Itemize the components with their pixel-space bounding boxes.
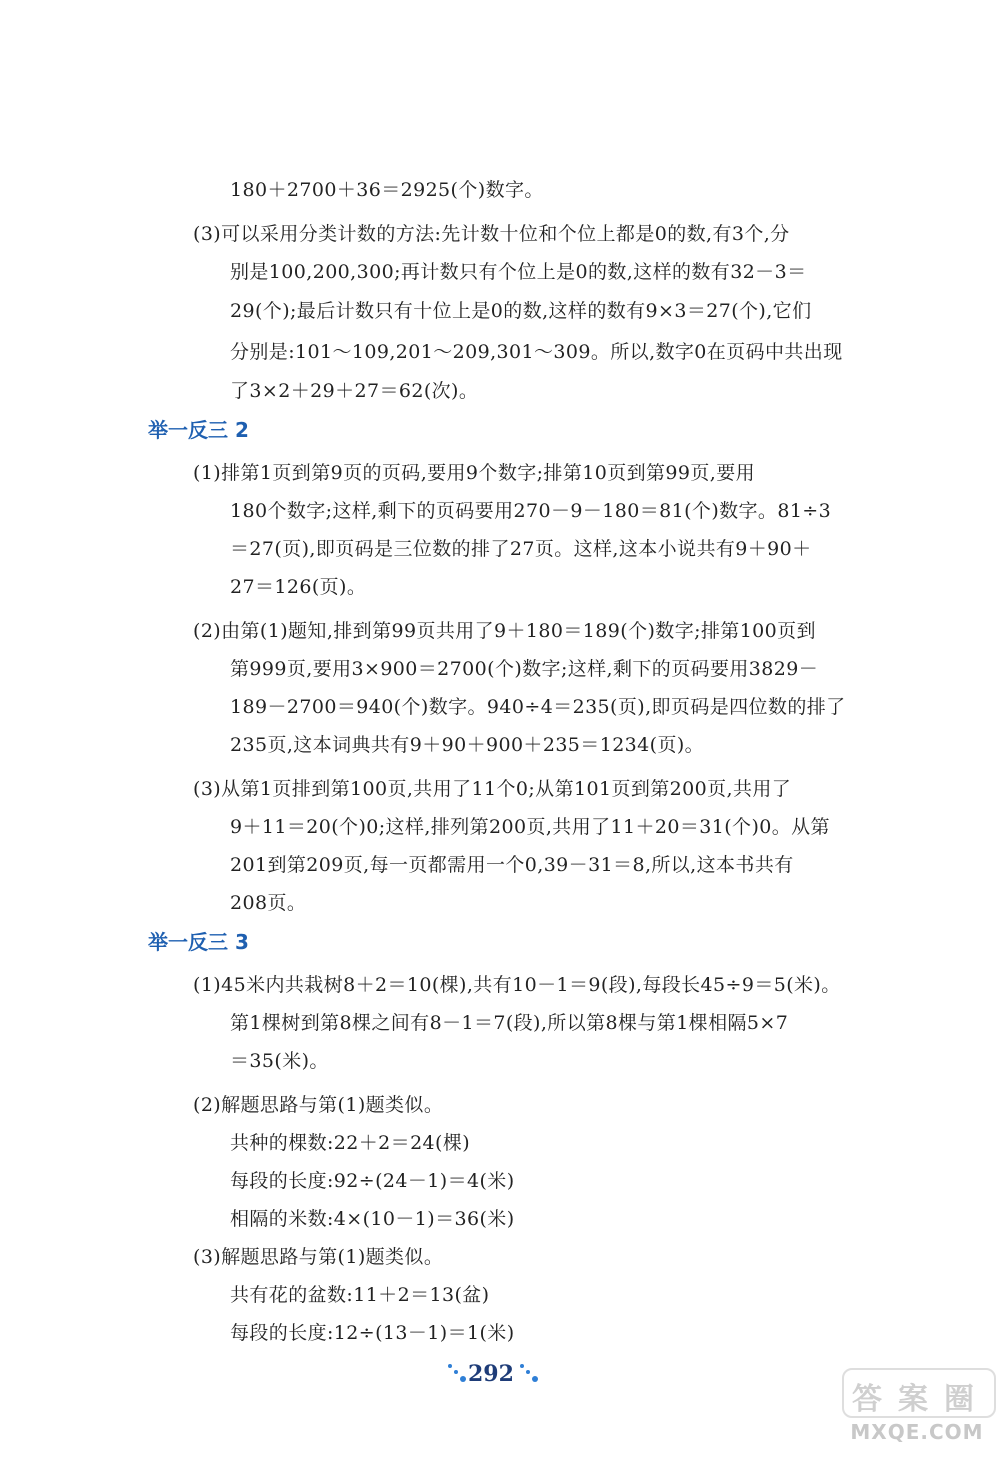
text-line: 别是100,200,300;再计数只有个位上是0的数,这样的数有32－3＝ [230, 261, 807, 283]
text-line: 9＋11＝20(个)0;这样,排列第200页,共用了11＋20＝31(个)0。从第 [230, 816, 830, 838]
text-line: (3)解题思路与第(1)题类似。 [193, 1246, 444, 1268]
text-line: (2)由第(1)题知,排到第99页共用了9＋180＝189(个)数字;排第100页到 [193, 620, 816, 642]
text-line: ＝35(米)。 [230, 1050, 329, 1072]
text-line: 第1棵树到第8棵之间有8－1＝7(段),所以第8棵与第1棵相隔5×7 [230, 1012, 789, 1034]
text-line: 共种的棵数:22＋2＝24(棵) [230, 1132, 471, 1154]
watermark-logo [842, 1368, 992, 1448]
text-line: 分别是:101～109,201～209,301～309。所以,数字0在页码中共出现 [230, 341, 843, 363]
section-heading: 举一反三 3 [148, 930, 249, 954]
watermark-char: 案 [898, 1382, 928, 1417]
text-line: ＝27(页),即页码是三位数的排了27页。这样,这本小说共有9＋90＋ [230, 538, 812, 560]
text-line: (1)45米内共栽树8＋2＝10(棵),共有10－1＝9(段),每段长45÷9＝5(米)。 [193, 974, 841, 996]
text-line: (3)从第1页排到第100页,共用了11个0;从第101页到第200页,共用了 [193, 778, 792, 800]
text-line: 了3×2＋29＋27＝62(次)。 [230, 380, 479, 402]
text-line: 第999页,要用3×900＝2700(个)数字;这样,剩下的页码要用3829－ [230, 658, 819, 680]
section-heading: 举一反三 2 [148, 418, 249, 442]
text-line: 189－2700＝940(个)数字。940÷4＝235(页),即页码是四位数的排了 [230, 696, 846, 718]
text-line: 180＋2700＋36＝2925(个)数字。 [230, 179, 544, 201]
text-line: (3)可以采用分类计数的方法:先计数十位和个位上都是0的数,有3个,分 [193, 223, 790, 245]
text-line: 208页。 [230, 892, 307, 914]
text-line: (1)排第1页到第9页的页码,要用9个数字;排第10页到第99页,要用 [193, 462, 756, 484]
text-line: 每段的长度:12÷(13－1)＝1(米) [230, 1322, 515, 1344]
text-line: 每段的长度:92÷(24－1)＝4(米) [230, 1170, 515, 1192]
watermark-char: 答 [852, 1382, 882, 1417]
dot-icon [454, 1370, 458, 1374]
text-line: 180个数字;这样,剩下的页码要用270－9－180＝81(个)数字。81÷3 [230, 500, 832, 522]
watermark-text: MXQE.COM [850, 1420, 984, 1444]
text-line: 29(个);最后计数只有十位上是0的数,这样的数有9×3＝27(个),它们 [230, 300, 812, 322]
text-line: 27＝126(页)。 [230, 576, 367, 598]
text-line: 相隔的米数:4×(10－1)＝36(米) [230, 1208, 515, 1230]
text-line: 235页,这本词典共有9＋90＋900＋235＝1234(页)。 [230, 734, 705, 756]
watermark-char: 圈 [944, 1382, 974, 1417]
dot-icon [526, 1370, 530, 1374]
dot-icon [448, 1364, 452, 1368]
text-line: 共有花的盆数:11＋2＝13(盆) [230, 1284, 490, 1306]
text-line: (2)解题思路与第(1)题类似。 [193, 1094, 444, 1116]
page-footer [440, 1360, 560, 1390]
dot-icon [520, 1364, 524, 1368]
dot-icon [460, 1376, 466, 1382]
dot-icon [532, 1376, 538, 1382]
text-line: 201到第209页,每一页都需用一个0,39－31＝8,所以,这本书共有 [230, 854, 794, 876]
page-number: 292 [468, 1361, 514, 1387]
